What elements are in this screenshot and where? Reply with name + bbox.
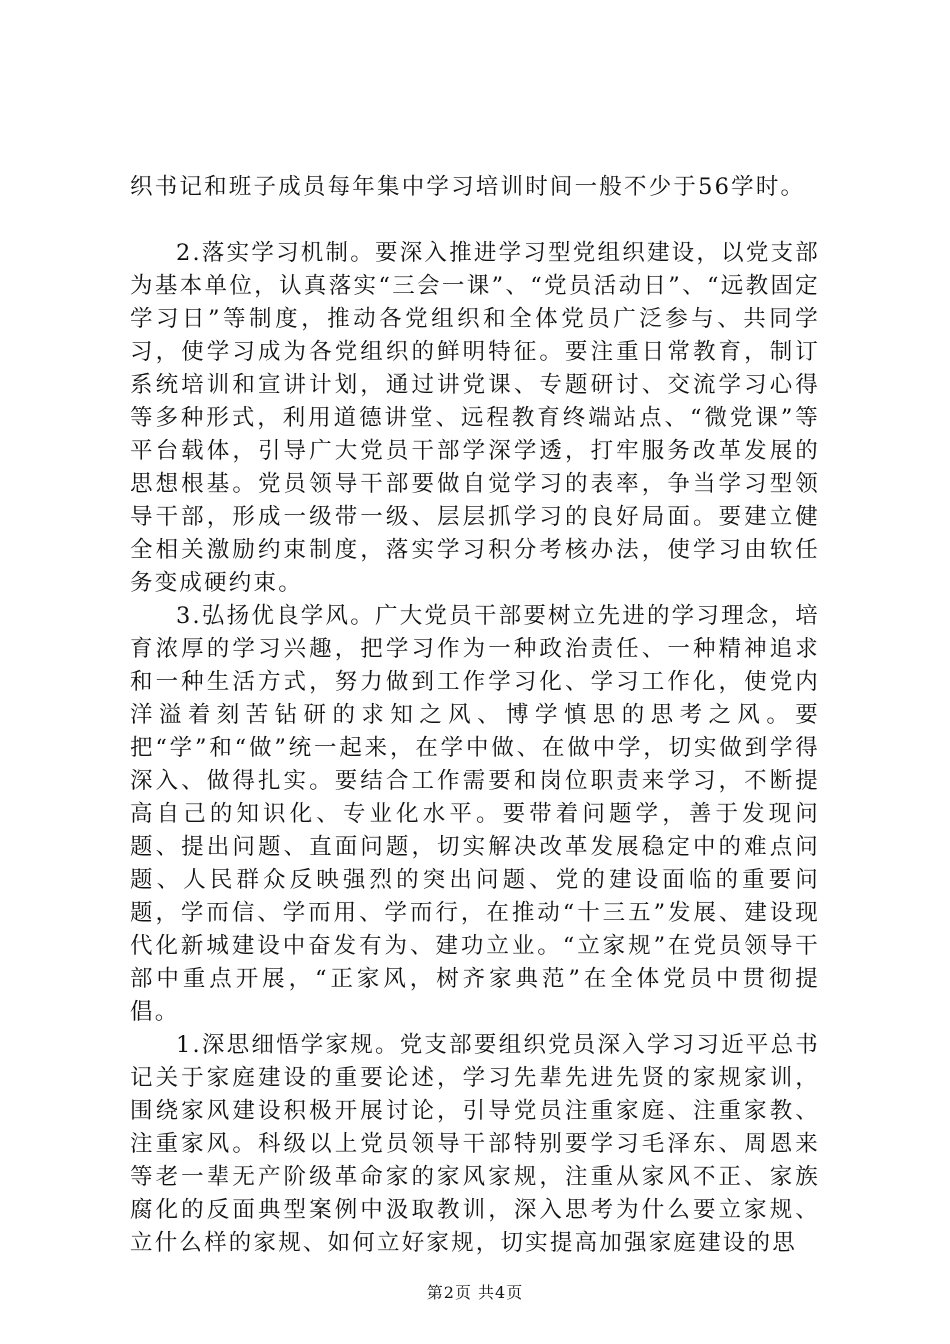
paragraph-study-mechanism: 2.落实学习机制。要深入推进学习型党组织建设，以党支部为基本单位，认真落实“三会一课”、“党员活动日”、“远教固定学习日”等制度，推动各党组织和全体党员广泛参与、共同学习，使学习成为各党组织的鲜明特征。要注重日常教育，制订系统培训和宣讲计划，通过讲党课、专题研讨、交流学习心得等多种形式，利用道德讲堂、远程教育终端站点、“微党课”等平台载体，引导广大党员干部学深学透，打牢服务改革发展的思想根基。党员领导干部要做自觉学习的表率，争当学习型领导干部，形成一级带一级、层层抓学习的良好局面。要建立健全相关激励约束制度，落实学习积分考核办法，使学习由软任务变成硬约束。	[130, 240, 820, 596]
paragraph-family-rules: 1.深思细悟学家规。党支部要组织党员深入学习习近平总书记关于家庭建设的重要论述，学习先辈先进先贤的家规家训，围绕家风建设积极开展讨论，引导党员注重家庭、注重家教、注重家风。科级以上党员领导干部特别要学习毛泽东、周恩来等老一辈无产阶级革命家的家风家规，注重从家风不正、家族腐化的反面典型案例中汲取教训，深入思考为什么要立家规、立什么样的家规、如何立好家规，切实提高加强家庭建设的思	[130, 1032, 820, 1256]
document-body	[130, 171, 820, 1260]
paragraph-study-style: 3.弘扬优良学风。广大党员干部要树立先进的学习理念，培育浓厚的学习兴趣，把学习作为一种政治责任、一种精神追求和一种生活方式，努力做到工作学习化、学习工作化，使党内洋溢着刻苦钻研的求知之风、博学慎思的思考之风。要把“学”和“做”统一起来，在学中做、在做中学，切实做到学得深入、做得扎实。要结合工作需要和岗位职责来学习，不断提高自己的知识化、专业化水平。要带着问题学，善于发现问题、提出问题、直面问题，切实解决改革发展稳定中的难点问题、人民群众反映强烈的突出问题、党的建设面临的重要问题，学而信、学而用、学而行，在推动“十三五”发展、建设现代化新城建设中奋发有为、建功立业。“立家规”在党员领导干部中重点开展，“正家风，树齐家典范”在全体党员中贯彻提倡。	[130, 603, 820, 1025]
paragraph-gap	[130, 204, 820, 237]
page-number-footer: 第2页 共4页	[426, 1283, 524, 1302]
paragraph-continuation: 织书记和班子成员每年集中学习培训时间一般不少于56学时。	[130, 174, 806, 200]
